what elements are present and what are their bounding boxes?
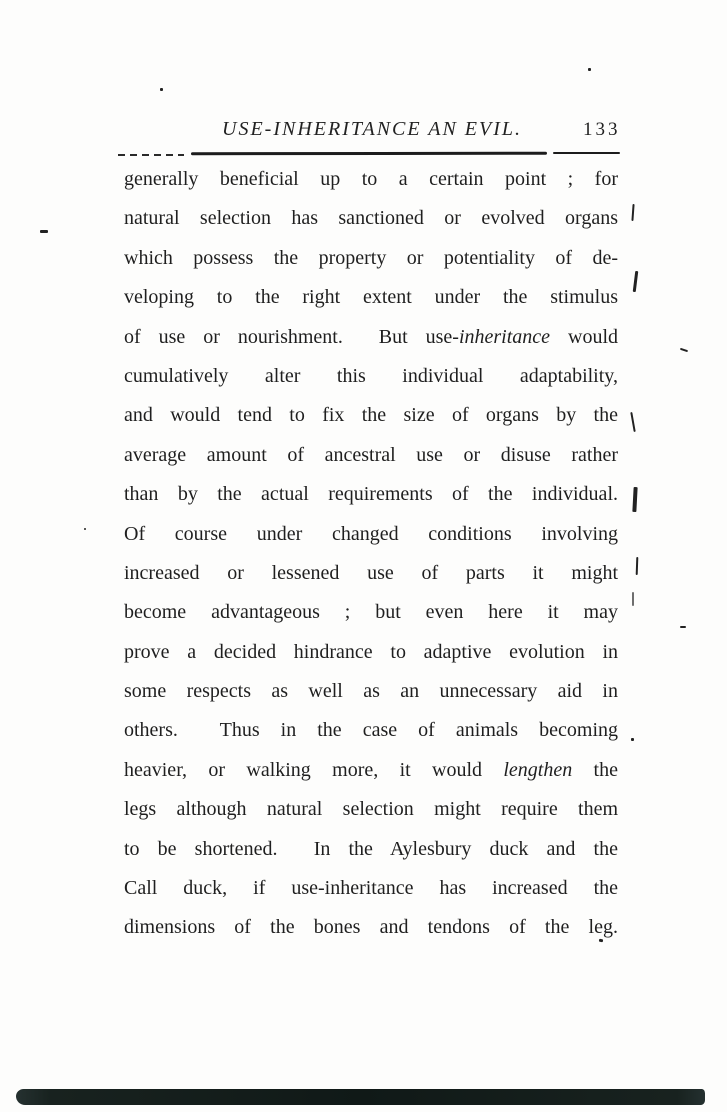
- header-rule-tail-segment: [553, 152, 620, 154]
- page-title: USE-INHERITANCE AN EVIL.: [222, 118, 523, 140]
- text-line: [124, 790, 618, 829]
- text-segment: Of course under changed conditions involving: [124, 522, 618, 545]
- text-segment: increased or lessened use of parts it might: [124, 561, 618, 584]
- italic-text-segment: inheritance: [458, 325, 551, 348]
- header-rule-dashed-segment: [118, 154, 184, 156]
- scan-mark: [632, 592, 634, 606]
- scan-mark: [632, 487, 637, 512]
- text-segment: average amount of ancestral use or disuse rather: [124, 443, 618, 466]
- text-line: [124, 278, 618, 317]
- text-segment: to be shortened. In the Aylesbury duck and the: [124, 837, 618, 860]
- scan-edge-bar: [16, 1089, 705, 1105]
- text-segment: others. Thus in the case of animals becoming: [124, 719, 618, 742]
- text-line: [124, 199, 618, 238]
- text-segment: natural selection has sanctioned or evolved organs: [124, 207, 618, 230]
- italic-text-segment: lengthen: [503, 758, 573, 781]
- text-segment: prove a decided hindrance to adaptive evolution in: [124, 640, 618, 663]
- text-line: [124, 672, 618, 711]
- text-line: [124, 751, 618, 790]
- text-line: [124, 908, 618, 947]
- text-segment: become advantageous ; but even here it may: [124, 601, 618, 624]
- text-line: [124, 593, 618, 632]
- text-segment: Call duck, if use-inheritance has increased the: [124, 877, 618, 900]
- text-line: [124, 396, 618, 435]
- text-segment: the: [572, 758, 618, 781]
- text-line: [124, 239, 618, 278]
- text-line: [124, 633, 618, 672]
- text-segment: generally beneficial up to a certain point ; for: [124, 168, 618, 190]
- text-segment: of use or nourishment. But use-: [124, 325, 459, 348]
- text-segment: legs although natural selection might require them: [124, 798, 618, 821]
- scan-mark: [636, 557, 639, 575]
- scan-mark: [680, 626, 686, 628]
- scan-mark: [633, 271, 639, 292]
- text-line: [124, 554, 618, 593]
- text-line: [124, 711, 618, 750]
- page-text: [124, 160, 618, 948]
- text-line: [124, 475, 618, 514]
- text-line: [124, 869, 618, 908]
- text-segment: dimensions of the bones and tendons of the leg.: [124, 916, 618, 939]
- scan-mark: [680, 348, 688, 352]
- scan-mark: [160, 88, 163, 91]
- text-line: [124, 318, 618, 357]
- text-line: [124, 160, 618, 199]
- text-line: [124, 515, 618, 554]
- scan-mark: [40, 230, 48, 233]
- scan-mark: [84, 528, 86, 530]
- running-header: [0, 118, 727, 148]
- text-segment: veloping to the right extent under the stimulus: [124, 286, 618, 309]
- text-segment: some respects as well as an unnecessary aid in: [124, 680, 618, 703]
- scan-mark: [599, 939, 603, 943]
- scan-mark: [588, 68, 591, 71]
- text-line: [124, 830, 618, 869]
- page-number: 133: [583, 119, 621, 140]
- text-segment: than by the actual requirements of the individual.: [124, 483, 618, 506]
- text-line: [124, 436, 618, 475]
- header-rule-main-segment: [191, 152, 547, 155]
- text-segment: would: [550, 325, 619, 348]
- scan-mark: [631, 738, 634, 741]
- text-line: [124, 357, 618, 396]
- text-segment: heavier, or walking more, it would: [124, 758, 504, 781]
- text-segment: and would tend to fix the size of organs by the: [124, 404, 618, 427]
- scan-mark: [630, 412, 635, 432]
- scan-mark: [631, 204, 634, 221]
- text-segment: cumulatively alter this individual adaptability,: [124, 364, 618, 387]
- text-segment: which possess the property or potentiality of de-: [124, 246, 618, 269]
